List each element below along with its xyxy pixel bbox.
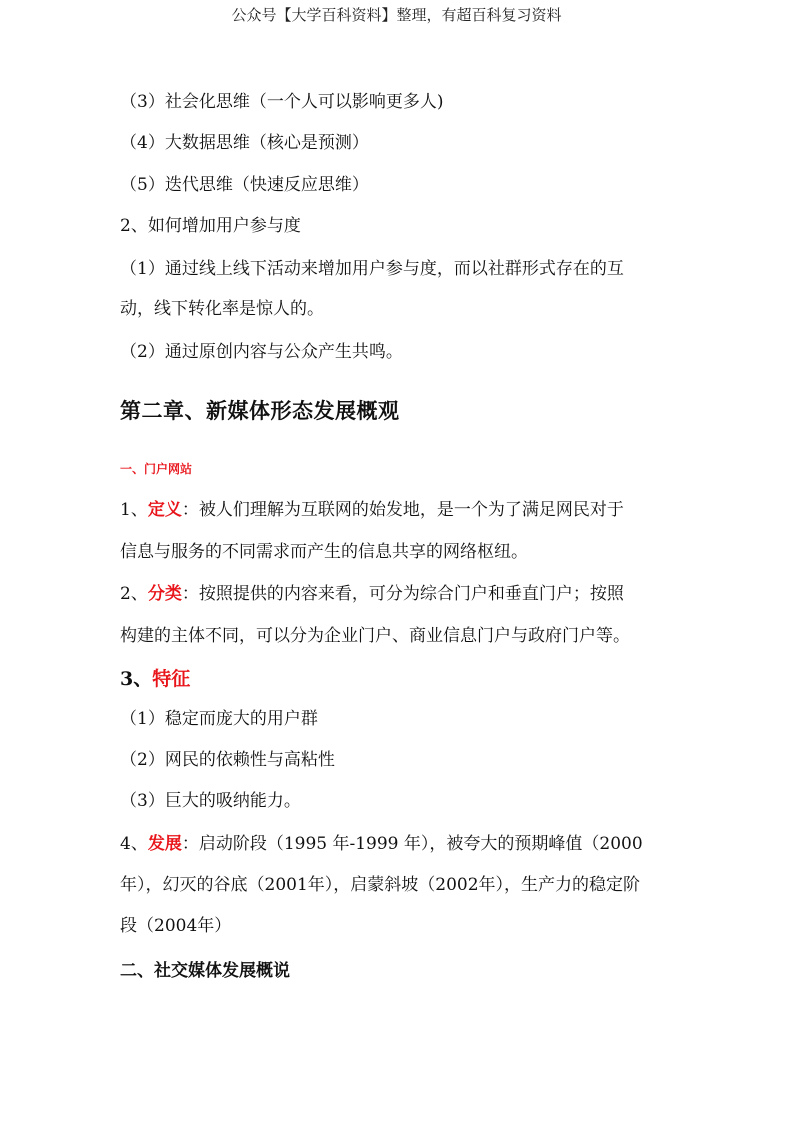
definition-text: ：被人们理解为互联网的始发地，是一个为了满足网民对于 [181, 500, 624, 520]
section-heading: 二、社交媒体发展概说 [120, 961, 290, 981]
chapter-title: 第二章、新媒体形态发展概观 [120, 398, 400, 423]
list-item: （3）巨大的吸纳能力。 [120, 791, 301, 811]
classification-label: 分类 [147, 584, 182, 604]
paragraph-line: 段（2004年） [120, 916, 232, 936]
definition-paragraph [120, 498, 680, 522]
development-text: ：启动阶段（1995 年-1999 年），被夸大的预期峰值（2000 [181, 834, 643, 854]
development-paragraph [120, 832, 680, 856]
list-item: （5）迭代思维（快速反应思维） [120, 175, 369, 195]
section-heading: 2、如何增加用户参与度 [120, 216, 301, 236]
list-item: （4）大数据思维（核心是预测） [120, 133, 369, 153]
paragraph-line: （1）通过线上线下活动来增加用户参与度，而以社群形式存在的互 [120, 259, 624, 279]
section-heading: 一、门户网站 [120, 462, 193, 476]
item-number: 3、 [120, 668, 153, 690]
definition-label: 定义 [147, 500, 182, 520]
item-number: 2、 [120, 584, 148, 604]
list-item: （1）稳定而庞大的用户群 [120, 709, 318, 729]
item-number: 1、 [120, 500, 148, 520]
development-label: 发展 [147, 834, 182, 854]
list-item: （2）通过原创内容与公众产生共鸣。 [120, 342, 403, 362]
paragraph-line: 年），幻灭的谷底（2001年），启蒙斜坡（2002年），生产力的稳定阶 [120, 875, 641, 895]
paragraph-line: 信息与服务的不同需求而产生的信息共享的网络枢纽。 [120, 542, 528, 562]
classification-paragraph [120, 582, 680, 606]
list-item: （3）社会化思维（一个人可以影响更多人) [120, 92, 444, 112]
paragraph-line: 动，线下转化率是惊人的。 [120, 299, 324, 319]
features-heading [120, 664, 190, 691]
paragraph-line: 构建的主体不同，可以分为企业门户、商业信息门户与政府门户等。 [120, 626, 630, 646]
features-label: 特征 [152, 668, 191, 690]
item-number: 4、 [120, 834, 148, 854]
classification-text: ：按照提供的内容来看，可分为综合门户和垂直门户；按照 [181, 584, 624, 604]
list-item: （2）网民的依赖性与高粘性 [120, 750, 335, 770]
page-header: 公众号【大学百科资料】整理，有超百科复习资料 [231, 6, 562, 24]
